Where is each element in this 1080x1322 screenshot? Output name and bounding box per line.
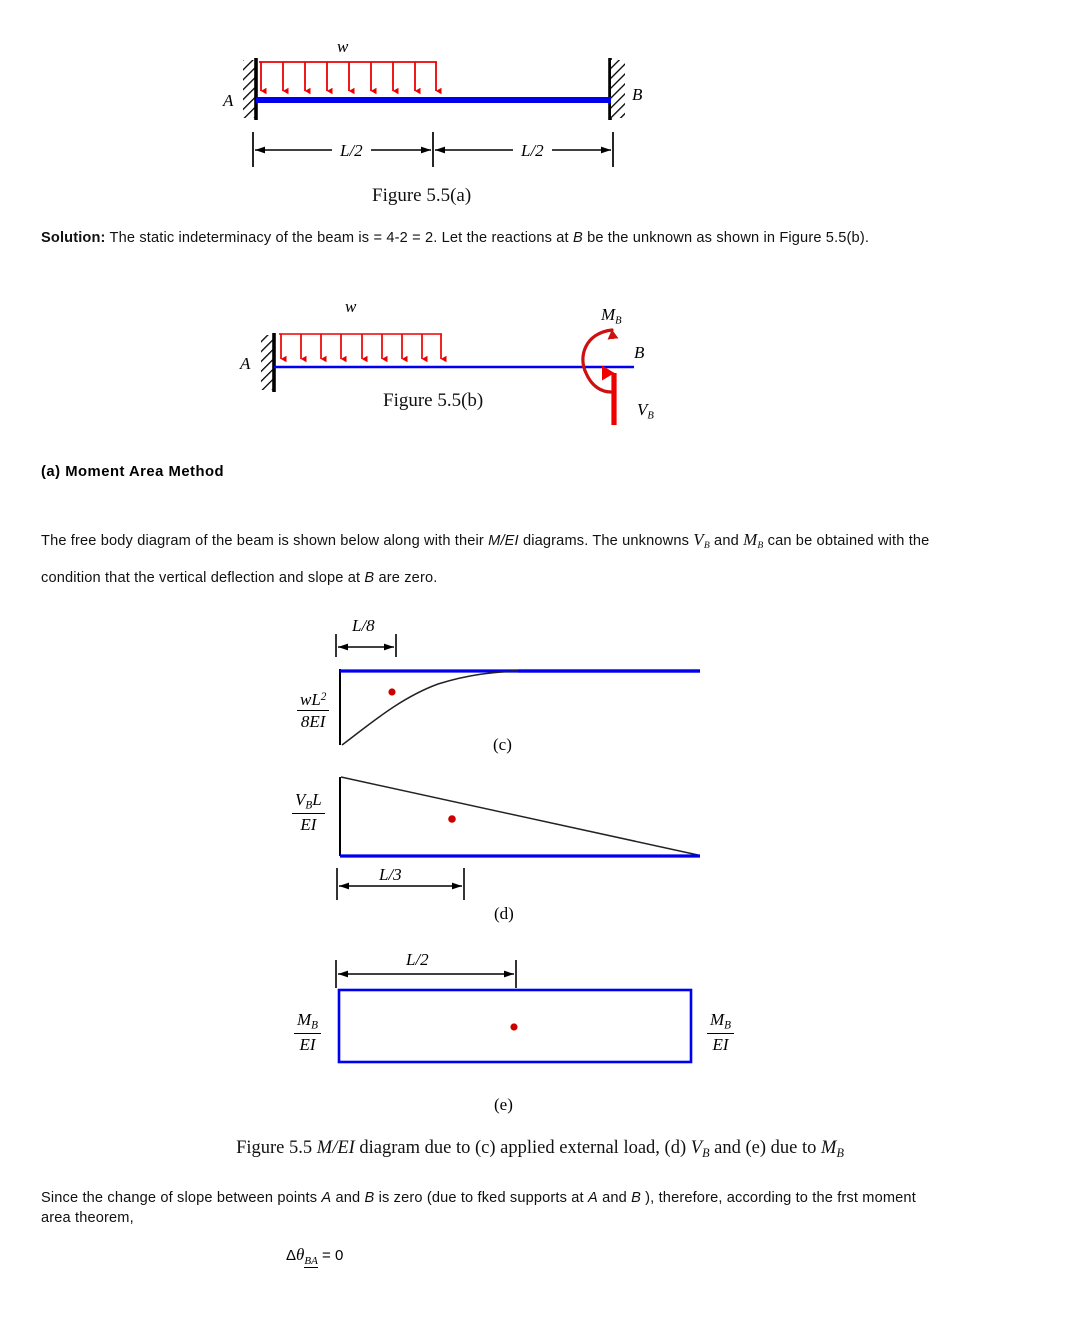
- intro-part-4: can be obtained with the condition that the vertical deflection and slope at: [41, 533, 930, 587]
- intro-v-subscript: B: [703, 540, 710, 552]
- diagram-c: [0, 612, 1080, 762]
- figure-b-drawing: [0, 295, 1080, 445]
- figure-a-dim-left-label: L/2: [332, 141, 371, 161]
- caption-v-symbol: V: [690, 1138, 703, 1158]
- diagram-e-dim-label: L/2: [406, 950, 429, 969]
- figure-b-caption: Figure 5.5(b): [383, 390, 484, 411]
- diagram-e-left-numerator-subscript: B: [311, 1019, 319, 1032]
- intro-part-3: and: [709, 533, 739, 549]
- section-heading-moment-area-method: (a) Moment Area Method: [41, 464, 225, 480]
- intro-part-5: are zero.: [374, 570, 438, 587]
- intro-paragraph: [41, 524, 946, 594]
- closing-b-2: B: [631, 1190, 641, 1206]
- figure-b-load-label: w: [345, 297, 357, 316]
- diagram-d-numerator-tail: L: [312, 790, 322, 809]
- diagram-c-denominator: 8EI: [297, 710, 329, 731]
- diagram-c-label: (c): [493, 735, 512, 754]
- solution-text-2: be the unknown as shown in Figure 5.5(b).: [582, 230, 870, 246]
- intro-mei: M/EI: [488, 533, 519, 549]
- diagram-d-numerator-subscript: B: [305, 799, 313, 812]
- closing-a-1: A: [321, 1190, 332, 1206]
- diagram-c-numerator-exponent: 2: [320, 690, 327, 703]
- figure-a-support-b-label: B: [632, 85, 643, 104]
- diagram-e-right-denominator: EI: [707, 1033, 734, 1054]
- diagram-c-drawing: [0, 612, 1080, 762]
- figure-5-5-b: [0, 295, 1080, 445]
- closing-part-5: ), therefore, according to the frst moment area theorem,: [41, 1190, 916, 1226]
- solution-var-b: B: [572, 230, 583, 246]
- equation-subscript: BA: [304, 1255, 318, 1267]
- figure-b-end-b-label: B: [634, 343, 645, 362]
- figure-b-shear-subscript: B: [647, 410, 654, 422]
- figure-b-moment-subscript: B: [615, 315, 622, 327]
- diagram-d-dim-label: L/3: [379, 865, 402, 884]
- diagram-d-label: (d): [494, 904, 514, 923]
- figure-a-dim-right-label: L/2: [513, 141, 552, 161]
- caption-mei: M/EI: [316, 1138, 355, 1158]
- caption-part-3: and (e) due to: [709, 1138, 822, 1158]
- figure-a-support-a-label: A: [223, 91, 234, 110]
- intro-m-subscript: B: [757, 540, 764, 552]
- closing-paragraph: [41, 1188, 946, 1228]
- solution-text-1: The static indeterminacy of the beam is = 4-2 = 2. Let the reactions at: [105, 230, 573, 246]
- figure-b-support-a-label: A: [240, 354, 251, 373]
- diagram-e-left-numerator: $M_B$: [297, 1010, 319, 1032]
- caption-v-subscript: B: [702, 1145, 710, 1160]
- diagram-d-numerator: $V_BL$: [295, 790, 322, 812]
- figure-5-5-caption: [0, 1138, 1080, 1161]
- equation-theta-ba: [286, 1245, 343, 1267]
- diagram-e-drawing: [0, 940, 1080, 1120]
- closing-part-3: is zero (due to fked supports at: [374, 1190, 588, 1206]
- figure-5-5-a: [0, 15, 1080, 205]
- solution-paragraph: [41, 228, 941, 248]
- caption-m-subscript: B: [836, 1145, 844, 1160]
- closing-part-1: Since the change of slope between points: [41, 1190, 322, 1206]
- solution-lead: Solution:: [41, 230, 106, 246]
- diagram-d-denominator: EI: [292, 813, 325, 834]
- equation-equals: = 0: [317, 1247, 344, 1264]
- caption-m-symbol: M: [821, 1138, 837, 1158]
- closing-part-4: and: [597, 1190, 632, 1206]
- intro-m-symbol: M: [743, 530, 758, 549]
- intro-part-1: The free body diagram of the beam is shown below along with their: [41, 533, 489, 549]
- diagram-e-left-denominator: EI: [294, 1033, 321, 1054]
- diagram-c-dim-label: L/8: [352, 616, 375, 635]
- figure-b-moment-symbol: M: [601, 305, 616, 324]
- intro-v-symbol: V: [693, 530, 704, 549]
- equation-delta: Δ: [286, 1247, 297, 1264]
- figure-a-caption: Figure 5.5(a): [372, 185, 472, 206]
- intro-part-2: diagrams. The unknowns: [518, 533, 694, 549]
- equation-theta: θ: [296, 1245, 305, 1264]
- diagram-d: [0, 770, 1080, 925]
- figure-a-load-label: w: [337, 37, 349, 56]
- caption-part-1: Figure 5.5: [236, 1138, 317, 1158]
- figure-b-shear-symbol: V: [637, 400, 648, 419]
- closing-part-2: and: [331, 1190, 365, 1206]
- diagram-e-right-numerator: $M_B$: [710, 1010, 732, 1032]
- closing-b-1: B: [364, 1190, 375, 1206]
- diagram-e: [0, 940, 1080, 1120]
- diagram-e-label: (e): [494, 1095, 513, 1114]
- diagram-c-numerator: $wL^2$: [300, 690, 327, 709]
- intro-b-symbol: B: [364, 570, 375, 587]
- closing-a-2: A: [587, 1190, 598, 1206]
- figure-a-drawing: [0, 15, 1080, 205]
- diagram-d-drawing: [0, 770, 1080, 925]
- caption-part-2: diagram due to (c) applied external load, (d): [354, 1138, 691, 1158]
- diagram-e-right-numerator-subscript: B: [724, 1019, 732, 1032]
